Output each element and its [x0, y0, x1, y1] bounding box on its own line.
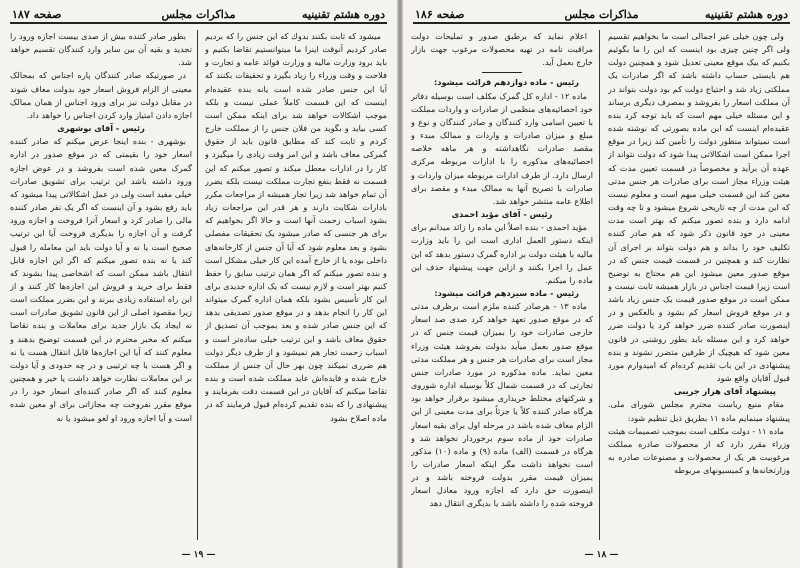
right-page-column-2: [411, 30, 593, 540]
left-page-column-1: [205, 30, 387, 540]
left-header-page-number: صفحه ۱۸۷: [12, 8, 62, 21]
paragraph: اعلام نماید که برطبق صدور و تملیحات دولت مراقبت تامه در تهیه محصولات مرغوب جهت بازار خارج بعمل آید.: [411, 31, 593, 68]
article-11-proposal-text: ماده ۱۱ - دولت مکلف است بموجب تصمیمات هیئت وزراء مقرر دارد که از محصولات صادره مملکت مرغوبیت هر یک از محصولات و مصنوعات صادره به وزارتخانه‌ها و کمیسیونهای مربوطه: [608, 425, 790, 476]
proposal-heading: پیشنهاد آقای هزار جریبی: [673, 386, 776, 397]
left-page-header: [10, 6, 387, 24]
right-page-column-1: [608, 30, 790, 540]
right-page-folio: — ۱۸ —: [584, 550, 619, 560]
section-rule: [482, 72, 522, 73]
article-12-text: ماده ۱۲ - اداره کل گمرک مکلف است بوسیله دفاتر خود احصائیه‌های منظمی از صادرات و واردات مملکت با تعیین اسامی وارد کنندگان و صادر کنندگان و نوع و مبلغ و میزان صادرات و واردات و ممالک مبدء و مقصد صادرات نگاهداشته و هر ماهه خلاصه احصائیه‌های مذکوره را با ادارات مربوطه مرکزی ارسال دارد. از طرف ادارات مربوطه میزان واردات و صادرات با تصریح آنها به ممالک مبدء و مقصد برای اطلاع عامه منتشر خواهد شد.: [411, 90, 593, 206]
right-page: [403, 0, 800, 568]
left-page-column-2: [10, 30, 192, 540]
right-header-title: مذاکرات مجلس: [564, 8, 639, 21]
left-page: [0, 0, 397, 568]
speaker-heading: رئیس - ماده دوازدهم قرائت میشود:: [434, 77, 579, 88]
paragraph: ولی چون خیلی غیر اجمالی است ما بخواهیم تقسیم ولی اگر چنین چیزی بود اینست که این را ما بگوئیم بکنیم که بیک موقع معینی تعدیل شود و همچنین دولت هم بایستی حساب داشته باشد که اگر صادرات یک مملکتی زیاد شد و احتیاج دولت کم بود دولت بتواند در آن مملکت اسعار را بفروشد و بمصرف دیگری برساند و این مسئله خیلی مهم است که باید توجه کرد بنده عقیده‌ام اینست که این ماده بصورتی که نوشته شده است نمیتواند منظور دولت را تأمین کند زیرا در موقع اجرا ممکن است اشکالاتی پیدا شود که دولت نتواند از عهده آن برآید و مخصوصاً در قسمت تعیین مدت که هیئت وزراء مجاز است برای صادرات هر جنس مدتی معین کند این قسمت خیلی مبهم است و معلوم نیست که این مدت از چه تاریخی شروع میشود و تا چه وقت ادامه دارد و بنده تصور میکنم که بهتر است مدت معینی در خود قانون ذکر شود که هم صادر کننده تکلیف خود را بداند و هم دولت بتواند بر اجرای آن نظارت کند و همچنین در قسمت قیمت جنس که در موقع صدور معین میشود این هم محتاج به توضیح است زیرا قیمت اجناس در بازار همیشه ثابت نیست و ممکن است در موقع صدور قیمت یک جنس زیاد باشد و در موقع فروش اسعار کم بشود و بالعکس و در اینصورت صادر کننده ضرر خواهد کرد یا دولت ضرر خواهد کرد و این مسئله باید بطور روشنی در قانون معین شود که هیچیک از طرفین متضرر نشوند و بنده پیشنهادی در این باب تقدیم کرده‌ام که امیدوارم مورد قبول آقایان واقع شود: [608, 31, 790, 384]
paragraph: مقام منیع ریاست محترم مجلس شورای ملی. پیشنهاد مینمایم ماده ۱۱ بطریق ذیل تنظیم شود:: [608, 399, 790, 423]
left-header-title: مذاکرات مجلس: [161, 8, 236, 21]
paragraph: بطور صادر کننده بیش از صدی بیست اجازه ورود را تجدید و بقیه آن بین سایر وارد کنندگان تقسیم خواهد شد.: [10, 31, 192, 68]
right-page-header: [413, 6, 790, 24]
paragraph: بوشهری - بنده اینجا عرض میکنم که صادر کننده اسعار خود را بقیمتی که در موقع صدور در اداره گمرک معین شده است بفروشد و در عوض اجازه ورود داشته باشد این ترتیب برای تشویق صادرات خیلی مفید است ولی در عمل اشکالاتی پیدا میشود که باید رفع بشود و آن اینست که اگر یک نفر صادر کننده مالی را صادر کرد و اسعار آنرا فروخت و اجازه ورود گرفت و آن اجازه را بدیگری فروخت آیا این ترتیب صحیح است یا نه و آیا دولت باید این معامله را قبول کند یا نه بنده تصور میکنم که اگر این اجازه قابل انتقال باشد ممکن است که اشخاصی پیدا بشوند که فقط برای خرید و فروش این اجازه‌ها کار کنند و از این راه استفاده زیادی ببرند و این بضرر مملکت است زیرا مقصود اصلی از این قانون تشویق صادرات است نه ایجاد یک بازار جدید برای معاملات و بنده تقاضا میکنم که مخبر محترم در این قسمت توضیح بدهند و معلوم کنند که آیا این اجازه‌ها قابل انتقال هست یا نه و اگر هست با چه ترتیبی و در چه حدودی و آیا دولت بر این معاملات نظارت خواهد داشت یا خیر و همچنین معلوم کنند که اگر صادر کننده‌ای اسعار خود را در موقع مقرر نفروخت چه مجازاتی برای او معین شده است و آیا اجازه ورود او لغو میشود یا نه: [10, 136, 192, 423]
paragraph: مؤید احمدی - بنده اصلاً این ماده را زائد میدانم برای اینکه دستور العمل اداری است این را باید وزارت مالیه با هیئت دولت بر اداره گمرک دستور بدهد که این عمل را اجرا بکنند و ازاین جهت پیشنهاد حذف این ماده را میکنم.: [411, 222, 593, 285]
article-13-text: ماده ۱۳ - هرصادر کننده ملزم است برظرف مدتی که در موقع صدور تعهد خواهد کرد صدی صد اسعار خارجی صادرات خود را بمیزان قیمت جنس که در موقع صدور بعمل میآید بدولت بفروشد هیئت وزراء مجاز است برای صادرات هر جنس و هر مملکت مدتی معین نماید. ماده مذکوره در مورد صادرات جنس تجارتی که در قسمت شمال کلاً بوسیله اداره شوروی و شرکتهای مختلط خریداری میشود برقرار خواهد بود هرگاه صادر کننده کلاً یا جزئاً برای مدت معینی از این الزام معاف شده باشد در مرحله اول برای بقیه اسعار صادرات خود از ماده سوم برخوردار نخواهد شد و هرگاه در قسمت (الف) ماده (۹) و ماده (۱۰) مذکور است نخواهد داشت مگر اینکه اسعار صادرات را بمیزان قیمت مقرر بدولت فروخته باشد و در اینصورت حق دارد که اجازه ورود معادل اسعار فروخته شده را داشته باشد یا بدیگری انتقال دهد: [411, 301, 593, 509]
right-header-period: دوره هشتم تقنینیه: [705, 8, 788, 21]
paragraph: میشود که ثابت بکنند بدوك كه این جنس را كه بردیم صادر کردیم آنوقت اینرا ما میتوانستیم تقاضا بکنیم و باید برود وزارت مالیه و وزارت فوائد عامه و تجارت و فلاحت و وقت وزراء را زیاد بگیرد و تحقیقات بکنند که آیا این جنس صادر شده است یانه بنده عقیده‌ام اینست که این قسمت کاملاً عملی نیست و بلکه موجب اشکالات خواهد شد برای اینکه ممکن است کسی بیاید و بگوید من فلان جنس را از مملکت خارج کردم و ثابت کند که مطابق قانون باید از حقوق گمرکی معاف باشد و این امر وقت زیادی را میگیرد و کار را در ادارات معطل میکند و تصور میکنم که این قسمت نه فقط بنفع تجارت مملکت نیست بلکه بضرر آن تمام خواهد شد زیرا تجار همیشه از مراجعات مکرر بادارات شکایت دارند و هر قدر این مراجعات زیاد بشود اسباب زحمت آنها است و حالا اگر بخواهیم که برای هر جنسی که صادر میشود یک تحقیقات مفصلی بشود و بعد معلوم شود که آیا آن جنس از کارخانه‌های داخلی بوده یا از خارج آمده این کار خیلی مشکل است و بنده تصور میکنم که اگر همان ترتیب سابق را حفظ کنیم بهتر است و لازم نیست که یک اداره جدیدی برای این کار تأسیس بشود بلکه همان اداره گمرک میتواند این کار را انجام بدهد و در موقع صدور تصدیقی بدهد که این جنس صادر شده و بعد بموجب آن تصدیق از حقوق معاف باشد و این ترتیب خیلی ساده‌تر است و اسباب زحمت تجار هم نمیشود و از طرف دیگر دولت هم ضرری نمیکند چون بهر حال آن جنس از مملکت خارج شده و فایده‌اش عاید مملکت شده است و بنده تقاضا میکنم که آقایان در این قسمت دقت بفرمایند و پیشنهادی را که بنده تقدیم کرده‌ام قبول فرمایند که در ماده اصلاح بشود: [205, 31, 387, 423]
column-divider: [599, 30, 600, 540]
left-page-folio: — ۱۹ —: [181, 550, 216, 560]
paragraph: در صورتیکه صادر کنندگان پاره اجناس که بمحالک معینی از الزام فروش اسعار خود بدولت معاف شوند در مقابل دولت نیز برای ورود اجناس از همان ممالک اجازه دادن امتیاز وارد کردن اجناس را خواهد داد.: [10, 70, 192, 120]
speaker-heading: رئیس - آقای مؤید احمدی: [451, 209, 553, 220]
left-header-period: دوره هشتم تقنینیه: [302, 8, 385, 21]
speaker-heading: رئیس - ماده سیزدهم قرائت میشود:: [434, 287, 579, 298]
right-header-page-number: صفحه ۱۸۶: [415, 8, 465, 21]
column-divider: [197, 30, 198, 540]
speaker-heading: رئیس - آقای بوشهری: [57, 123, 145, 134]
